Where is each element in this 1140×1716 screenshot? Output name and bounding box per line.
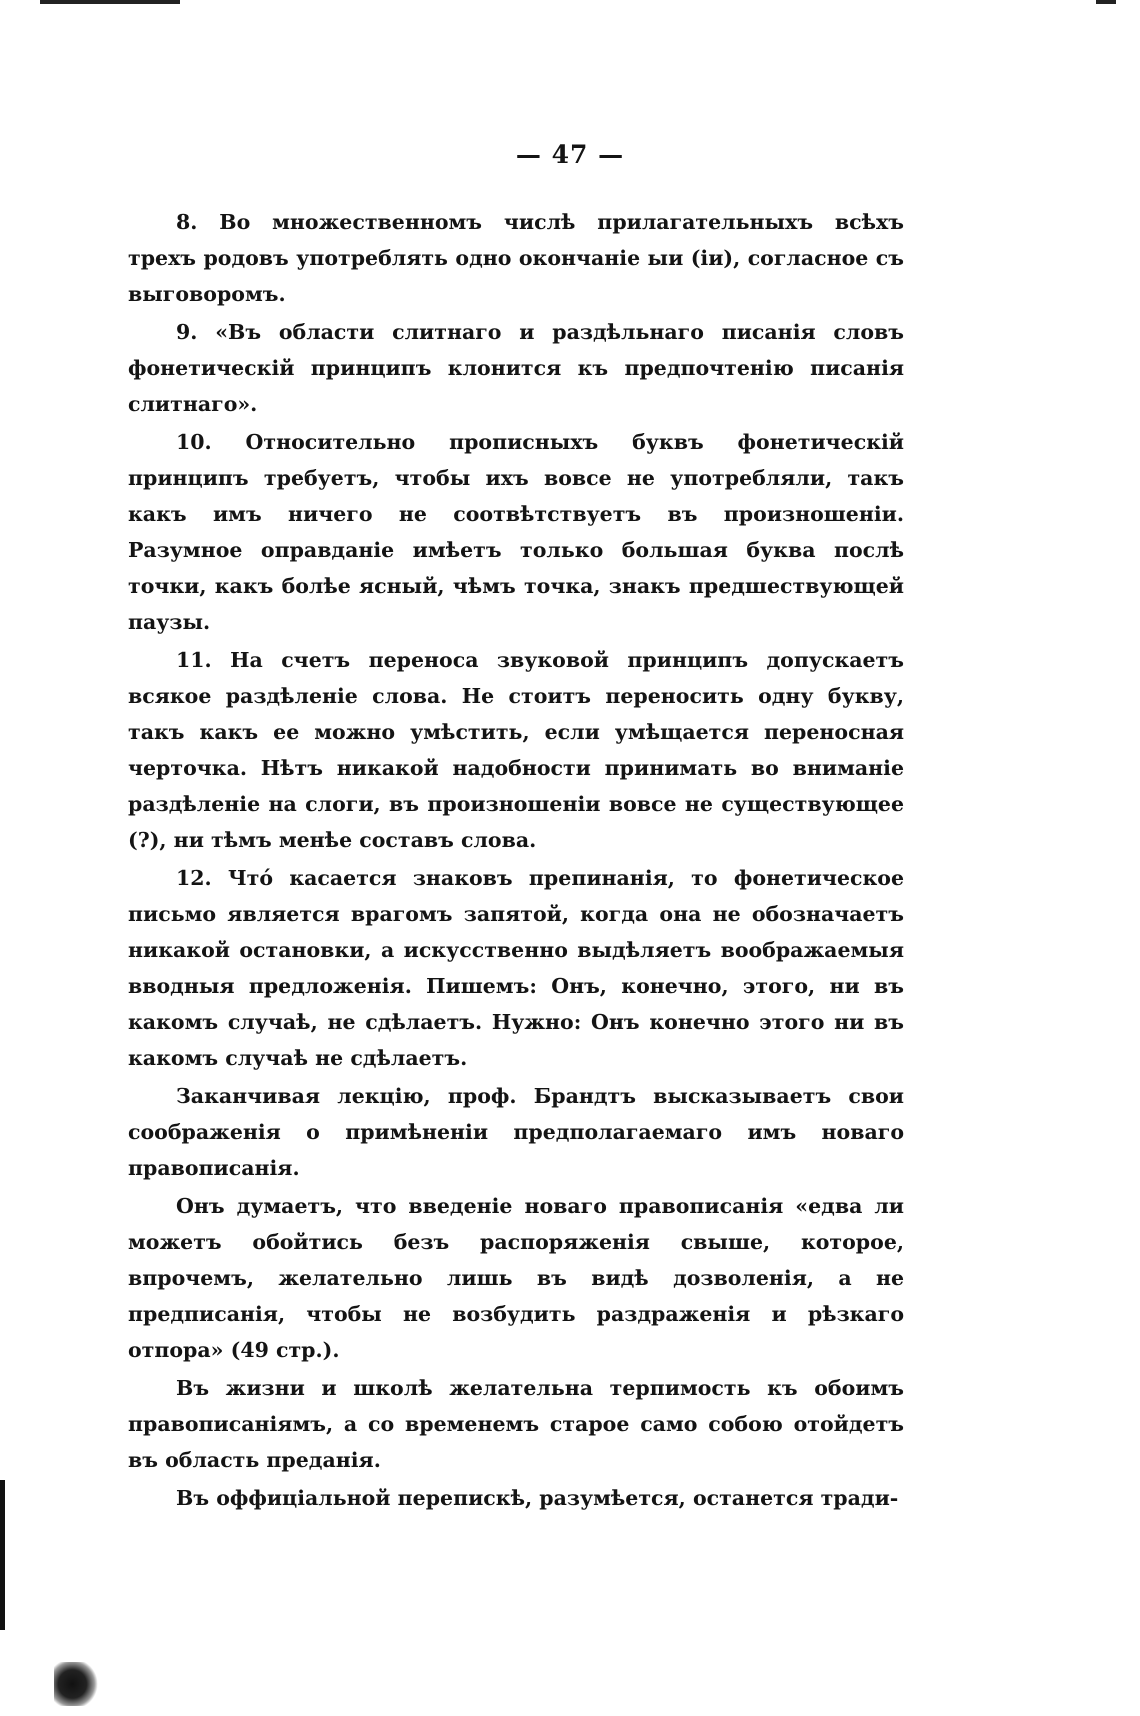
scan-edge-mark xyxy=(40,0,180,4)
page-number: — 47 — xyxy=(515,140,625,169)
paragraph-8: 8. Во множественномъ числѣ прилагательныхъ всѣхъ трехъ родовъ употреблять одно окончаніе ыи (іи), согласное съ выговоромъ. xyxy=(128,210,904,306)
paragraph-opinion: Онъ думаетъ, что введеніе новаго правописанія «едва ли можетъ обойтись безъ распоряженія свыше, которое, впрочемъ, желательно лишь въ видѣ дозволенія, а не предписанія, чтобы не возбудить раздраженія и рѣзкаго отпора» (49 стр.). xyxy=(128,1194,904,1362)
ink-blot xyxy=(54,1662,100,1706)
paragraph-conclusion: Заканчивая лекцію, проф. Брандтъ высказываетъ свои соображенія о примѣненіи предполагаемаго имъ новаго правописанія. xyxy=(128,1084,904,1180)
body-text xyxy=(128,204,904,1518)
paragraph-10: 10. Относительно прописныхъ буквъ фонетическій принципъ требуетъ, чтобы ихъ вовсе не употребляли, такъ какъ имъ ничего не соотвѣтствуетъ въ произношеніи. Разумное оправданіе имѣетъ только большая буква послѣ точки, какъ болѣе ясный, чѣмъ точка, знакъ предшествующей паузы. xyxy=(128,430,904,634)
paragraph-official: Въ оффиціальной перепискѣ, разумѣется, останется тради- xyxy=(176,1486,899,1510)
paragraph-11: 11. На счетъ переноса звуковой принципъ допускаетъ всякое раздѣленіе слова. Не стоитъ переносить одну букву, такъ какъ ее можно умѣстить, если умѣщается переносная черточка. Нѣтъ никакой надобности принимать во вниманіе раздѣленіе на слоги, въ произношеніи вовсе не существующее (?), ни тѣмъ менѣе составъ слова. xyxy=(128,648,904,852)
scan-edge-mark-right xyxy=(1096,0,1116,4)
binding-edge-line xyxy=(0,1480,5,1630)
paragraph-12: 12. Чтó касается знаковъ препинанія, то фонетическое письмо является врагомъ запятой, когда она не обозначаетъ никакой остановки, а искусственно выдѣляетъ воображаемыя вводныя предложенія. Пишемъ: Онъ, конечно, этого, ни въ какомъ случаѣ, не сдѣлаетъ. Нужно: Онъ конечно этого ни въ какомъ случаѣ не сдѣлаетъ. xyxy=(128,866,904,1070)
paragraph-tolerance: Въ жизни и школѣ желательна терпимость къ обоимъ правописаніямъ, а со временемъ старое само собою отойдетъ въ область преданія. xyxy=(128,1376,904,1472)
paragraph-9: 9. «Въ области слитнаго и раздѣльнаго писанія словъ фонетическій принципъ клонится къ предпочтенію писанія слитнаго». xyxy=(128,320,904,416)
